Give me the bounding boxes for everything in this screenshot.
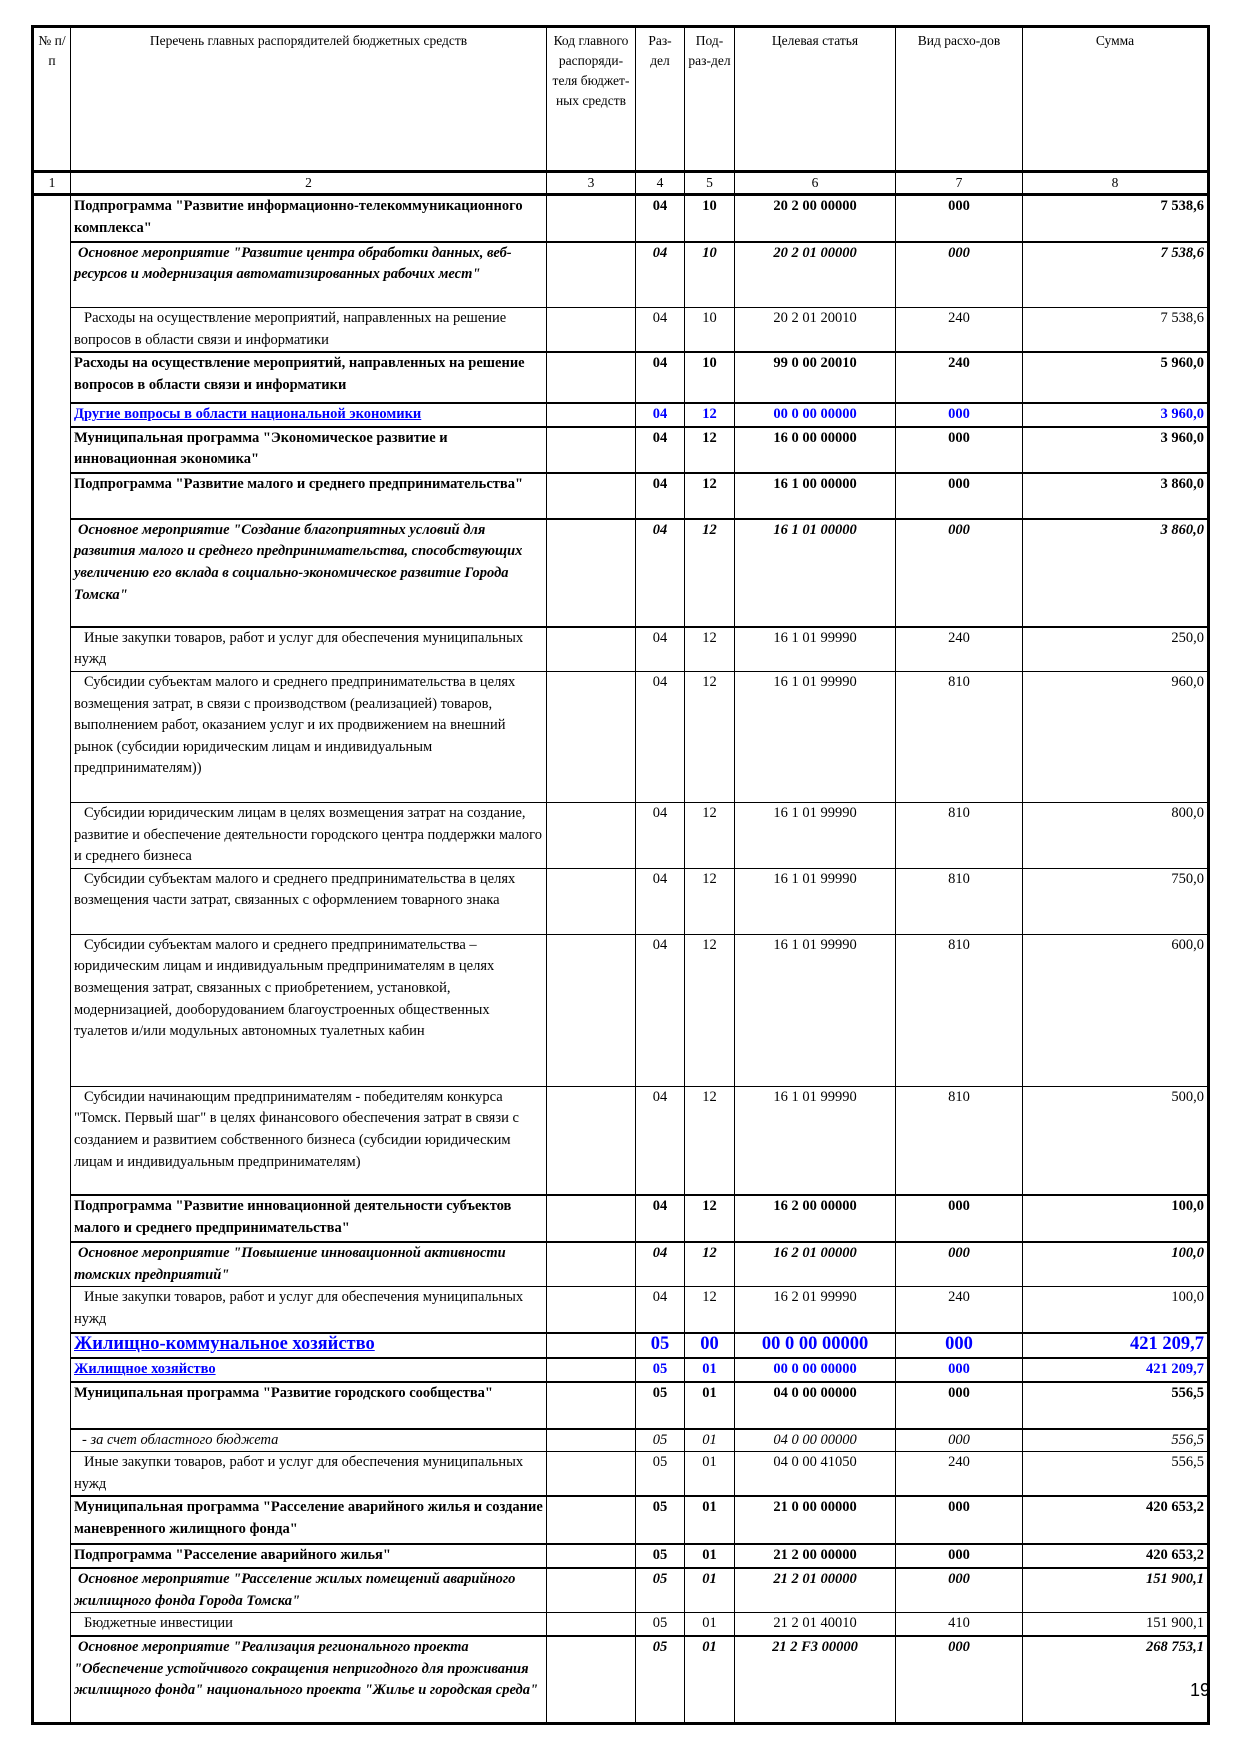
item-name-cell: Субсидии субъектам малого и среднего предпринимательства в целях возмещения затрат, в связи с производством (реализацией) товаров, выполнением работ, оказанием услуг и их продвижением на внешний рынок (субсидии юридическим лицам и индивидуальным предпринимателям)) — [71, 671, 547, 802]
expense-type-cell: 000 — [896, 1429, 1023, 1452]
razdel-cell: 04 — [636, 868, 685, 934]
code-cell — [547, 1287, 636, 1333]
podrazdel-cell: 12 — [685, 671, 735, 802]
column-number: 2 — [71, 172, 547, 195]
sum-cell: 100,0 — [1023, 1242, 1209, 1287]
expense-type-cell: 240 — [896, 1452, 1023, 1497]
expense-type-cell: 000 — [896, 242, 1023, 308]
target-article-cell: 21 2 01 40010 — [735, 1613, 896, 1636]
table-row — [33, 1568, 1209, 1613]
podrazdel-cell: 00 — [685, 1333, 735, 1358]
table-row — [33, 1358, 1209, 1382]
code-cell — [547, 1496, 636, 1544]
expense-type-cell: 000 — [896, 1496, 1023, 1544]
expense-type-cell: 000 — [896, 1195, 1023, 1242]
item-name-cell: Муниципальная программа "Развитие городского сообщества" — [71, 1382, 547, 1429]
code-cell — [547, 1636, 636, 1723]
sum-cell: 151 900,1 — [1023, 1568, 1209, 1613]
column-number: 1 — [33, 172, 71, 195]
target-article-cell: 16 1 00 00000 — [735, 473, 896, 519]
podrazdel-cell: 01 — [685, 1636, 735, 1723]
target-article-cell: 16 2 00 00000 — [735, 1195, 896, 1242]
razdel-cell: 04 — [636, 802, 685, 868]
razdel-cell: 05 — [636, 1613, 685, 1636]
razdel-cell: 05 — [636, 1333, 685, 1358]
table-row — [33, 1333, 1209, 1358]
expense-type-cell: 000 — [896, 1242, 1023, 1287]
target-article-cell: 00 0 00 00000 — [735, 1333, 896, 1358]
table-row — [33, 1452, 1209, 1497]
razdel-cell: 04 — [636, 195, 685, 242]
code-cell — [547, 308, 636, 353]
target-article-cell: 16 1 01 99990 — [735, 868, 896, 934]
code-cell — [547, 1086, 636, 1195]
item-name-cell: Подпрограмма "Развитие инновационной деятельности субъектов малого и среднего предпринимательства" — [71, 1195, 547, 1242]
item-name-cell: Муниципальная программа "Расселение аварийного жилья и создание маневренного жилищного фонда" — [71, 1496, 547, 1544]
code-cell — [547, 1544, 636, 1568]
razdel-cell: 04 — [636, 352, 685, 403]
sum-cell: 3 860,0 — [1023, 519, 1209, 627]
item-name-cell: Основное мероприятие "Реализация регионального проекта "Обеспечение устойчивого сокращения непригодного для проживания жилищного фонда" национального проекта "Жилье и городская среда" — [71, 1636, 547, 1723]
sum-cell: 3 960,0 — [1023, 403, 1209, 427]
podrazdel-cell: 10 — [685, 242, 735, 308]
code-cell — [547, 519, 636, 627]
item-name-cell: Субсидии начинающим предпринимателям - победителям конкурса "Томск. Первый шаг" в целях финансового обеспечения затрат в связи с созданием и развитием собственного бизнеса (субсидии юридическим лицам и индивидуальным предпринимателям) — [71, 1086, 547, 1195]
row-number-cell — [33, 1452, 71, 1497]
sum-cell: 421 209,7 — [1023, 1333, 1209, 1358]
sum-cell: 600,0 — [1023, 934, 1209, 1086]
target-article-cell: 21 2 F3 00000 — [735, 1636, 896, 1723]
sum-cell: 151 900,1 — [1023, 1613, 1209, 1636]
item-name-cell: Подпрограмма "Развитие малого и среднего предпринимательства" — [71, 473, 547, 519]
expense-type-cell: 000 — [896, 1544, 1023, 1568]
row-number-cell — [33, 1086, 71, 1195]
sum-cell: 556,5 — [1023, 1429, 1209, 1452]
sum-cell: 3 860,0 — [1023, 473, 1209, 519]
item-name-cell: - за счет областного бюджета — [71, 1429, 547, 1452]
row-number-cell — [33, 671, 71, 802]
sum-cell: 960,0 — [1023, 671, 1209, 802]
sum-cell: 7 538,6 — [1023, 242, 1209, 308]
expense-type-cell: 810 — [896, 671, 1023, 802]
row-number-cell — [33, 1544, 71, 1568]
sum-cell: 556,5 — [1023, 1452, 1209, 1497]
item-name-cell: Расходы на осуществление мероприятий, направленных на решение вопросов в области связи и информатики — [71, 308, 547, 353]
sum-cell: 421 209,7 — [1023, 1358, 1209, 1382]
table-row — [33, 1242, 1209, 1287]
target-article-cell: 20 2 00 00000 — [735, 195, 896, 242]
razdel-cell: 05 — [636, 1496, 685, 1544]
expense-type-cell: 810 — [896, 1086, 1023, 1195]
target-article-cell: 21 2 00 00000 — [735, 1544, 896, 1568]
target-article-cell: 99 0 00 20010 — [735, 352, 896, 403]
table-body — [33, 195, 1209, 1724]
podrazdel-cell: 12 — [685, 802, 735, 868]
podrazdel-cell: 01 — [685, 1358, 735, 1382]
item-name-cell: Основное мероприятие "Расселение жилых помещений аварийного жилищного фонда Города Томска" — [71, 1568, 547, 1613]
target-article-cell: 04 0 00 00000 — [735, 1429, 896, 1452]
header-row — [33, 27, 1209, 172]
code-cell — [547, 352, 636, 403]
razdel-cell: 04 — [636, 1242, 685, 1287]
razdel-cell: 04 — [636, 671, 685, 802]
row-number-cell — [33, 308, 71, 353]
column-number: 8 — [1023, 172, 1209, 195]
table-row — [33, 868, 1209, 934]
header-target: Целевая статья — [735, 27, 896, 172]
target-article-cell: 21 2 01 00000 — [735, 1568, 896, 1613]
target-article-cell: 04 0 00 00000 — [735, 1382, 896, 1429]
razdel-cell: 04 — [636, 427, 685, 473]
row-number-cell — [33, 1382, 71, 1429]
header-podrazdel: Под-раз-дел — [685, 27, 735, 172]
razdel-cell: 04 — [636, 473, 685, 519]
podrazdel-cell: 01 — [685, 1452, 735, 1497]
row-number-cell — [33, 1358, 71, 1382]
target-article-cell: 04 0 00 41050 — [735, 1452, 896, 1497]
row-number-cell — [33, 1287, 71, 1333]
table-row — [33, 1382, 1209, 1429]
razdel-cell: 04 — [636, 627, 685, 672]
podrazdel-cell: 12 — [685, 627, 735, 672]
expense-type-cell: 240 — [896, 627, 1023, 672]
expense-type-cell: 240 — [896, 1287, 1023, 1333]
item-name-cell: Муниципальная программа "Экономическое развитие и инновационная экономика" — [71, 427, 547, 473]
column-number: 7 — [896, 172, 1023, 195]
item-name-cell: Иные закупки товаров, работ и услуг для обеспечения муниципальных нужд — [71, 1452, 547, 1497]
item-name-cell: Бюджетные инвестиции — [71, 1613, 547, 1636]
row-number-cell — [33, 403, 71, 427]
table-row — [33, 1086, 1209, 1195]
sum-cell: 7 538,6 — [1023, 195, 1209, 242]
row-number-cell — [33, 427, 71, 473]
table-row — [33, 1429, 1209, 1452]
sum-cell: 500,0 — [1023, 1086, 1209, 1195]
expense-type-cell: 810 — [896, 934, 1023, 1086]
table-row — [33, 934, 1209, 1086]
table-row — [33, 802, 1209, 868]
code-cell — [547, 868, 636, 934]
target-article-cell: 16 1 01 99990 — [735, 671, 896, 802]
code-cell — [547, 195, 636, 242]
row-number-cell — [33, 352, 71, 403]
table-row — [33, 195, 1209, 242]
column-number: 3 — [547, 172, 636, 195]
item-name-cell: Подпрограмма "Развитие информационно-телекоммуникационного комплекса" — [71, 195, 547, 242]
expense-type-cell: 000 — [896, 403, 1023, 427]
podrazdel-cell: 01 — [685, 1568, 735, 1613]
code-cell — [547, 1242, 636, 1287]
header-name: Перечень главных распорядителей бюджетных средств — [71, 27, 547, 172]
budget-table — [31, 25, 1210, 1725]
table-row — [33, 1636, 1209, 1723]
row-number-cell — [33, 934, 71, 1086]
expense-type-cell: 000 — [896, 473, 1023, 519]
code-cell — [547, 1568, 636, 1613]
sum-cell: 100,0 — [1023, 1195, 1209, 1242]
code-cell — [547, 627, 636, 672]
table-row — [33, 352, 1209, 403]
razdel-cell: 04 — [636, 308, 685, 353]
table-row — [33, 473, 1209, 519]
header-vid: Вид расхо-дов — [896, 27, 1023, 172]
sum-cell: 7 538,6 — [1023, 308, 1209, 353]
razdel-cell: 04 — [636, 934, 685, 1086]
item-name-cell: Основное мероприятие "Развитие центра обработки данных, веб-ресурсов и модернизация автоматизированных рабочих мест" — [71, 242, 547, 308]
expense-type-cell: 000 — [896, 1358, 1023, 1382]
razdel-cell: 05 — [636, 1382, 685, 1429]
row-number-cell — [33, 519, 71, 627]
code-cell — [547, 1195, 636, 1242]
expense-type-cell: 000 — [896, 427, 1023, 473]
table-row — [33, 1195, 1209, 1242]
row-number-cell — [33, 1496, 71, 1544]
podrazdel-cell: 01 — [685, 1613, 735, 1636]
podrazdel-cell: 10 — [685, 308, 735, 353]
expense-type-cell: 000 — [896, 1636, 1023, 1723]
header-code: Код главного распоряди-теля бюджет-ных средств — [547, 27, 636, 172]
target-article-cell: 16 0 00 00000 — [735, 427, 896, 473]
sum-cell: 5 960,0 — [1023, 352, 1209, 403]
table-row — [33, 1544, 1209, 1568]
item-name-cell: Субсидии субъектам малого и среднего предпринимательства в целях возмещения части затрат, связанных с оформлением товарного знака — [71, 868, 547, 934]
expense-type-cell: 410 — [896, 1613, 1023, 1636]
podrazdel-cell: 12 — [685, 1287, 735, 1333]
razdel-cell: 04 — [636, 1086, 685, 1195]
expense-type-cell: 000 — [896, 195, 1023, 242]
table-row — [33, 242, 1209, 308]
expense-type-cell: 000 — [896, 1333, 1023, 1358]
code-cell — [547, 473, 636, 519]
code-cell — [547, 427, 636, 473]
item-name-cell: Субсидии субъектам малого и среднего предпринимательства – юридическим лицам и индивидуальным предпринимателям в целях возмещения затрат, связанных с приобретением, установкой, модернизацией, дооборудованием благоустроенных общественных туалетов и/или модульных автономных туалетных кабин — [71, 934, 547, 1086]
table-row — [33, 1287, 1209, 1333]
item-name-cell: Субсидии юридическим лицам в целях возмещения затрат на создание, развитие и обеспечение деятельности городского центра поддержки малого и среднего бизнеса — [71, 802, 547, 868]
expense-type-cell: 240 — [896, 352, 1023, 403]
podrazdel-cell: 10 — [685, 352, 735, 403]
sum-cell: 750,0 — [1023, 868, 1209, 934]
table-row — [33, 627, 1209, 672]
target-article-cell: 00 0 00 00000 — [735, 403, 896, 427]
razdel-cell: 05 — [636, 1358, 685, 1382]
code-cell — [547, 403, 636, 427]
podrazdel-cell: 12 — [685, 934, 735, 1086]
sum-cell: 800,0 — [1023, 802, 1209, 868]
table-row — [33, 1613, 1209, 1636]
code-cell — [547, 1358, 636, 1382]
code-cell — [547, 1613, 636, 1636]
column-number: 6 — [735, 172, 896, 195]
expense-type-cell: 240 — [896, 308, 1023, 353]
item-name-cell: Иные закупки товаров, работ и услуг для обеспечения муниципальных нужд — [71, 1287, 547, 1333]
target-article-cell: 16 1 01 00000 — [735, 519, 896, 627]
row-number-cell — [33, 802, 71, 868]
row-number-cell — [33, 1242, 71, 1287]
row-number-cell — [33, 195, 71, 242]
code-cell — [547, 1333, 636, 1358]
code-cell — [547, 934, 636, 1086]
table-row — [33, 308, 1209, 353]
header-sum: Сумма — [1023, 27, 1209, 172]
row-number-cell — [33, 627, 71, 672]
code-cell — [547, 242, 636, 308]
target-article-cell: 16 1 01 99990 — [735, 934, 896, 1086]
podrazdel-cell: 12 — [685, 1195, 735, 1242]
target-article-cell: 00 0 00 00000 — [735, 1358, 896, 1382]
table-row — [33, 1496, 1209, 1544]
podrazdel-cell: 12 — [685, 427, 735, 473]
table-row — [33, 519, 1209, 627]
target-article-cell: 16 1 01 99990 — [735, 802, 896, 868]
column-number: 5 — [685, 172, 735, 195]
expense-type-cell: 000 — [896, 519, 1023, 627]
code-cell — [547, 802, 636, 868]
sum-cell: 420 653,2 — [1023, 1544, 1209, 1568]
target-article-cell: 21 0 00 00000 — [735, 1496, 896, 1544]
podrazdel-cell: 12 — [685, 403, 735, 427]
podrazdel-cell: 12 — [685, 1242, 735, 1287]
sum-cell: 420 653,2 — [1023, 1496, 1209, 1544]
row-number-cell — [33, 1333, 71, 1358]
page-number: 19 — [1190, 1680, 1211, 1700]
row-number-cell — [33, 473, 71, 519]
podrazdel-cell: 01 — [685, 1544, 735, 1568]
sum-cell: 268 753,1 — [1023, 1636, 1209, 1723]
sum-cell: 250,0 — [1023, 627, 1209, 672]
row-number-cell — [33, 1429, 71, 1452]
target-article-cell: 16 2 01 99990 — [735, 1287, 896, 1333]
razdel-cell: 04 — [636, 1195, 685, 1242]
row-number-cell — [33, 1195, 71, 1242]
item-name-cell: Основное мероприятие "Создание благоприятных условий для развития малого и среднего предпринимательства, способствующих увеличению его вклада в социально-экономическое развитие Города Томска" — [71, 519, 547, 627]
razdel-cell: 04 — [636, 519, 685, 627]
target-article-cell: 16 2 01 00000 — [735, 1242, 896, 1287]
podrazdel-cell: 12 — [685, 1086, 735, 1195]
sum-cell: 556,5 — [1023, 1382, 1209, 1429]
target-article-cell: 20 2 01 20010 — [735, 308, 896, 353]
column-number-row — [33, 172, 1209, 195]
podrazdel-cell: 01 — [685, 1496, 735, 1544]
podrazdel-cell: 12 — [685, 473, 735, 519]
expense-type-cell: 810 — [896, 802, 1023, 868]
podrazdel-cell: 12 — [685, 868, 735, 934]
code-cell — [547, 1382, 636, 1429]
row-number-cell — [33, 868, 71, 934]
item-name-cell: Подпрограмма "Расселение аварийного жилья" — [71, 1544, 547, 1568]
expense-type-cell: 810 — [896, 868, 1023, 934]
razdel-cell: 05 — [636, 1429, 685, 1452]
razdel-cell: 05 — [636, 1636, 685, 1723]
podrazdel-cell: 01 — [685, 1382, 735, 1429]
razdel-cell: 05 — [636, 1568, 685, 1613]
item-name-cell: Расходы на осуществление мероприятий, направленных на решение вопросов в области связи и информатики — [71, 352, 547, 403]
sum-cell: 100,0 — [1023, 1287, 1209, 1333]
row-number-cell — [33, 1613, 71, 1636]
table-row — [33, 671, 1209, 802]
target-article-cell: 16 1 01 99990 — [735, 627, 896, 672]
item-name-cell: Основное мероприятие "Повышение инновационной активности томских предприятий" — [71, 1242, 547, 1287]
podrazdel-cell: 10 — [685, 195, 735, 242]
code-cell — [547, 671, 636, 802]
podrazdel-cell: 12 — [685, 519, 735, 627]
code-cell — [547, 1429, 636, 1452]
item-name-cell: Жилищное хозяйство — [71, 1358, 547, 1382]
expense-type-cell: 000 — [896, 1568, 1023, 1613]
target-article-cell: 20 2 01 00000 — [735, 242, 896, 308]
podrazdel-cell: 01 — [685, 1429, 735, 1452]
item-name-cell: Другие вопросы в области национальной экономики — [71, 403, 547, 427]
row-number-cell — [33, 1568, 71, 1613]
row-number-cell — [33, 242, 71, 308]
razdel-cell: 04 — [636, 1287, 685, 1333]
target-article-cell: 16 1 01 99990 — [735, 1086, 896, 1195]
item-name-cell: Жилищно-коммунальное хозяйство — [71, 1333, 547, 1358]
razdel-cell: 04 — [636, 403, 685, 427]
item-name-cell: Иные закупки товаров, работ и услуг для обеспечения муниципальных нужд — [71, 627, 547, 672]
expense-type-cell: 000 — [896, 1382, 1023, 1429]
code-cell — [547, 1452, 636, 1497]
razdel-cell: 04 — [636, 242, 685, 308]
table-row — [33, 427, 1209, 473]
table-row — [33, 403, 1209, 427]
sum-cell: 3 960,0 — [1023, 427, 1209, 473]
header-number: № п/п — [33, 27, 71, 172]
column-number: 4 — [636, 172, 685, 195]
row-number-cell — [33, 1636, 71, 1723]
header-razdel: Раз-дел — [636, 27, 685, 172]
razdel-cell: 05 — [636, 1452, 685, 1497]
razdel-cell: 05 — [636, 1544, 685, 1568]
